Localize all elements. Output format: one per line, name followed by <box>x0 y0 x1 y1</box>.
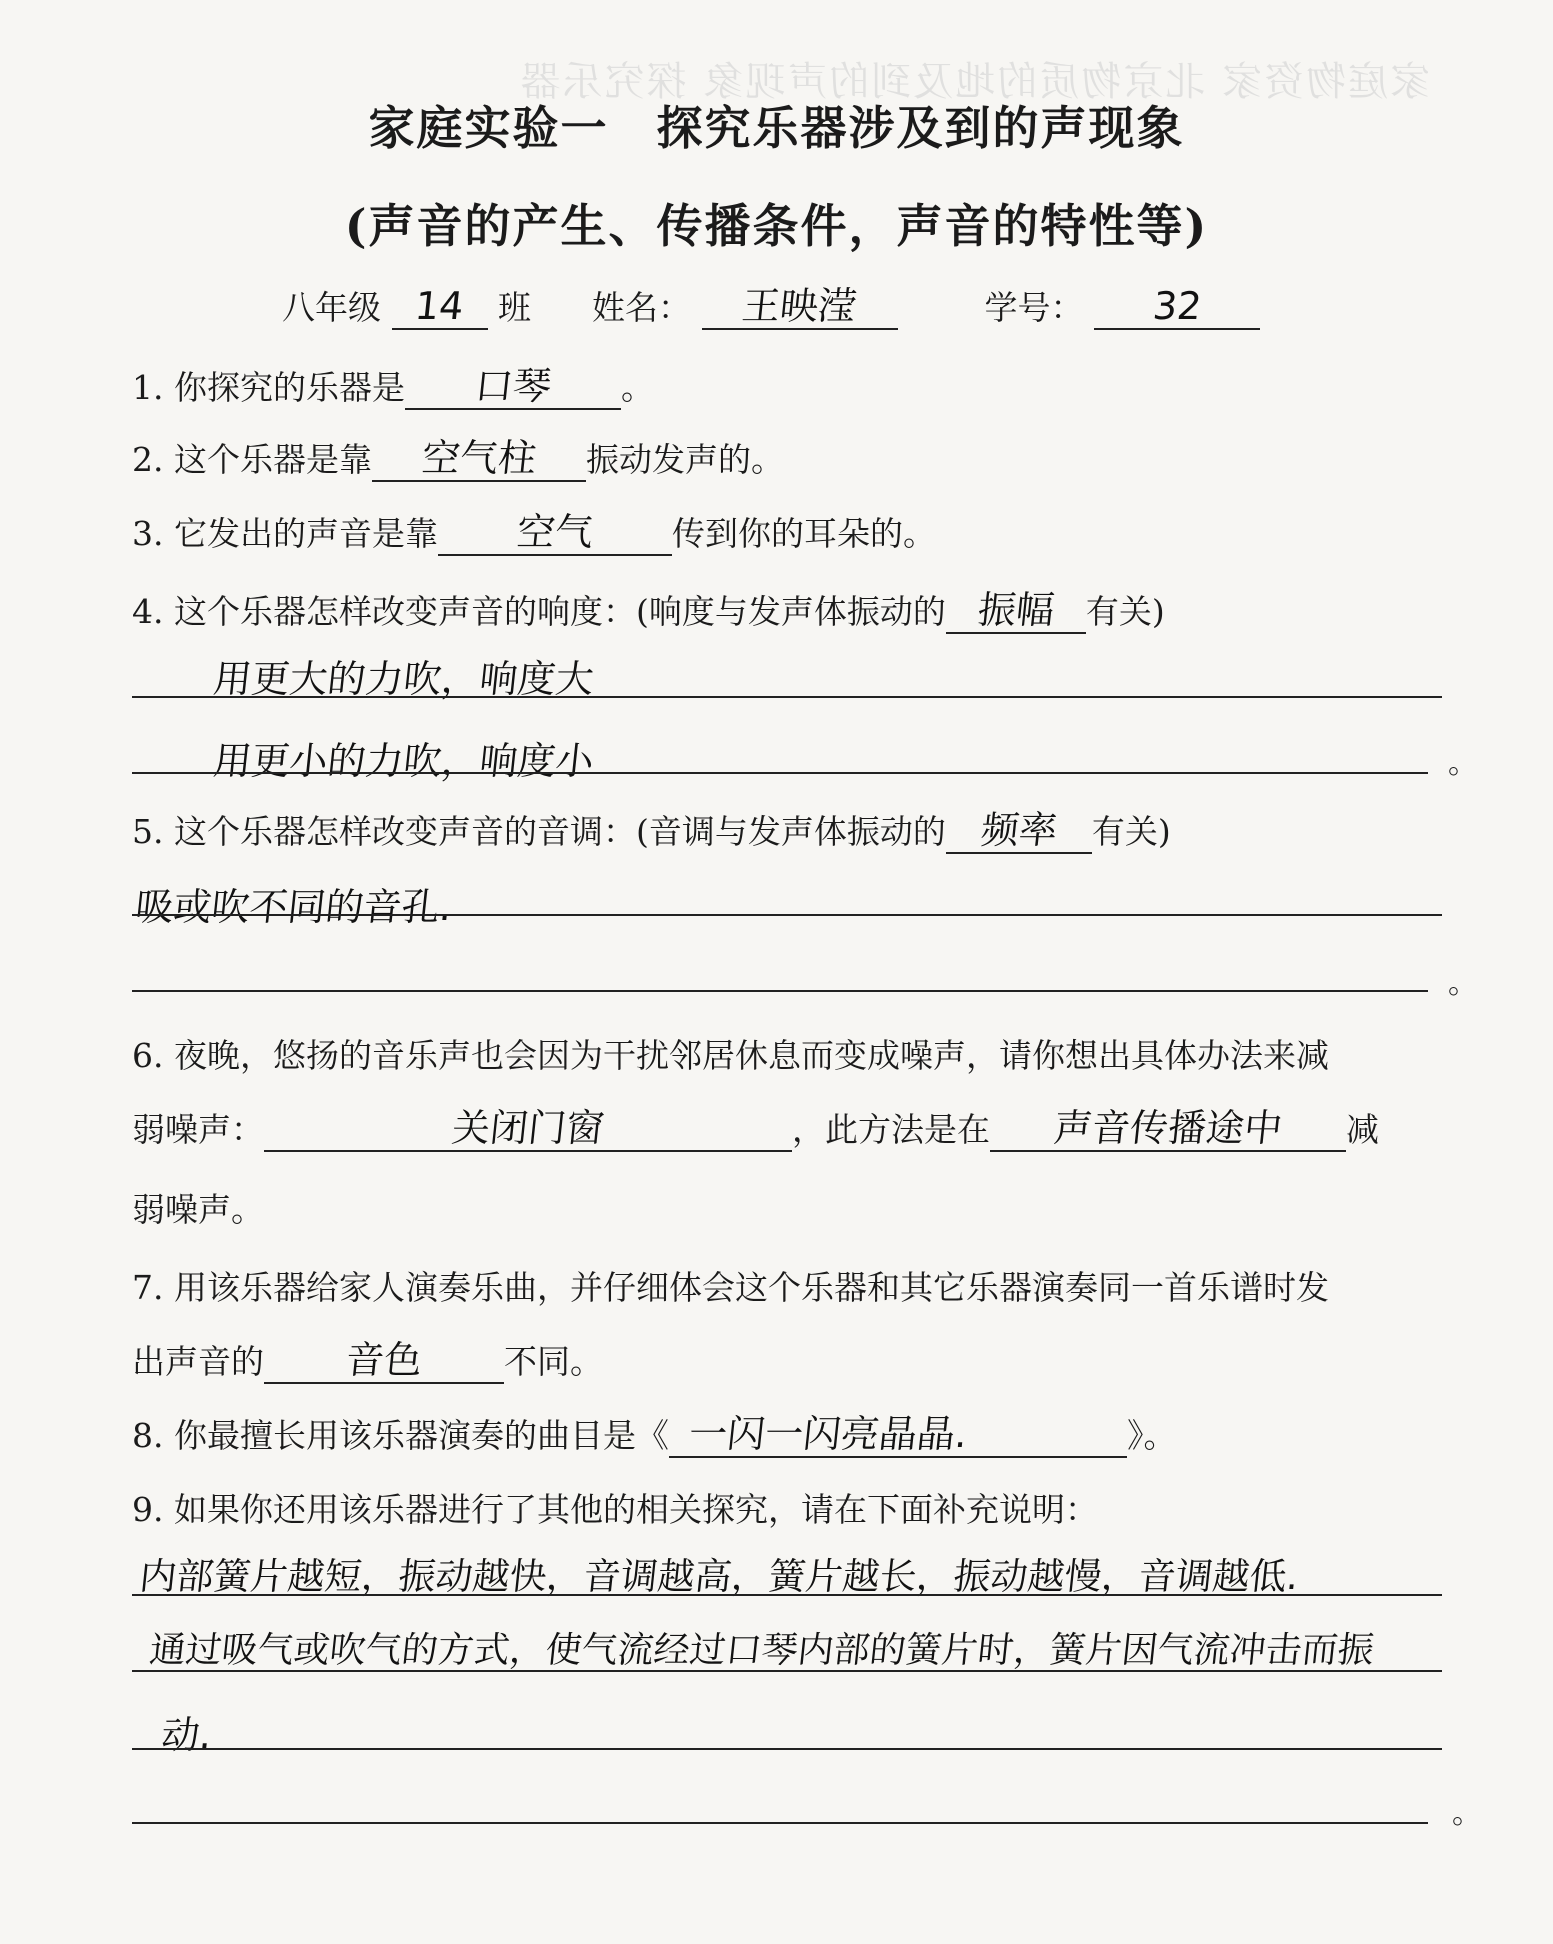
q6-answer-field-2[interactable] <box>990 1108 1346 1152</box>
q2-answer-field[interactable] <box>372 438 586 482</box>
question-1 <box>132 362 654 410</box>
q9-writing-line-4[interactable] <box>132 1822 1428 1824</box>
q5-answer: 频率 <box>978 808 1060 852</box>
q3-suffix: 传到你的耳朵的。 <box>671 514 936 553</box>
q8-answer-field[interactable] <box>669 1414 1127 1458</box>
question-6-line-3: 弱噪声。 <box>132 1190 264 1229</box>
id-field[interactable] <box>1094 286 1260 330</box>
question-7-line-2 <box>132 1336 603 1384</box>
class-label: 班 <box>498 288 531 327</box>
q6-middle: ，此方法是在 <box>792 1110 990 1149</box>
q4-prompt: 4. 这个乐器怎样改变声音的响度：(响度与发声体振动的 <box>132 592 946 631</box>
q5-answer-line-1: 吸或吹不同的音孔. <box>133 885 455 929</box>
q5-suffix: 有关) <box>1091 812 1171 851</box>
q7-answer-field[interactable] <box>264 1340 504 1384</box>
q8-answer: 一闪一闪亮晶晶. <box>686 1412 970 1456</box>
id-value: 32 <box>1150 284 1204 328</box>
q4-answer: 振幅 <box>975 588 1057 632</box>
q7-suffix: 不同。 <box>504 1342 603 1381</box>
q3-answer: 空气 <box>514 510 596 554</box>
q2-suffix: 振动发声的。 <box>585 440 784 479</box>
q2-answer: 空气柱 <box>419 436 539 480</box>
q9-answer-line-1: 内部簧片越短，振动越快，音调越高，簧片越长，振动越慢，音调越低. <box>137 1555 1301 1598</box>
student-info-row <box>282 282 1260 330</box>
class-field[interactable] <box>392 286 488 330</box>
q6-answer-2: 声音传播途中 <box>1051 1106 1285 1150</box>
q7-answer: 音色 <box>343 1338 425 1382</box>
q4-answer-line-2: 用更小的力吹，响度小 <box>211 739 596 783</box>
question-8 <box>132 1410 1176 1458</box>
q6-answer-1: 关闭门窗 <box>449 1106 607 1150</box>
q7-prompt: 出声音的 <box>132 1342 264 1381</box>
q5-prompt: 5. 这个乐器怎样改变声音的音调：(音调与发声体振动的 <box>132 812 946 851</box>
q1-answer-field[interactable] <box>405 366 621 410</box>
q8-suffix: 》。 <box>1126 1416 1177 1455</box>
q4-writing-line-1[interactable] <box>132 696 1442 698</box>
q6-answer-field-1[interactable] <box>264 1108 792 1152</box>
q2-prompt: 2. 这个乐器是靠 <box>132 440 372 479</box>
q9-end-mark: 。 <box>1452 1796 1482 1831</box>
q1-prompt: 1. 你探究的乐器是 <box>132 368 405 407</box>
q9-answer-line-2: 通过吸气或吹气的方式，使气流经过口琴内部的簧片时，簧片因气流冲击而振 <box>147 1630 1376 1671</box>
question-3 <box>132 508 936 556</box>
page-title: 家庭实验一 探究乐器涉及到的声现象 <box>368 101 1185 155</box>
q4-end-mark: 。 <box>1448 746 1478 781</box>
grade-label: 八年级 <box>282 288 381 327</box>
q4-answer-field[interactable] <box>946 590 1086 634</box>
q9-writing-line-1[interactable] <box>132 1594 1442 1596</box>
question-6-line-2 <box>132 1104 1379 1152</box>
name-field[interactable] <box>702 286 898 330</box>
bleed-through-text: 家庭物资家 北京物质的地及到的声现象 探究乐器 <box>518 59 1430 105</box>
q6-prompt: 弱噪声： <box>132 1110 264 1149</box>
question-7-line-1: 7. 用该乐器给家人演奏乐曲，并仔细体会这个乐器和其它乐器演奏同一首乐谱时发 <box>132 1268 1329 1307</box>
question-2 <box>132 434 784 482</box>
q5-writing-line-1[interactable] <box>132 914 1442 916</box>
q3-prompt: 3. 它发出的声音是靠 <box>132 514 438 553</box>
q9-writing-line-2[interactable] <box>132 1670 1442 1672</box>
q4-answer-line-1: 用更大的力吹，响度大 <box>211 657 596 701</box>
q4-writing-line-2[interactable] <box>132 772 1428 774</box>
name-label: 姓名： <box>592 288 691 327</box>
question-5 <box>132 806 1171 854</box>
q5-answer-field[interactable] <box>946 810 1092 854</box>
q9-writing-line-3[interactable] <box>132 1748 1442 1750</box>
q1-answer: 口琴 <box>472 364 554 408</box>
q4-suffix: 有关) <box>1085 592 1165 631</box>
q5-writing-line-2[interactable] <box>132 990 1428 992</box>
class-value: 14 <box>413 284 467 328</box>
id-label: 学号： <box>984 288 1084 327</box>
q6-suffix: 减 <box>1346 1110 1379 1149</box>
q8-prompt: 8. 你最擅长用该乐器演奏的曲目是《 <box>132 1416 669 1455</box>
q3-answer-field[interactable] <box>438 512 672 556</box>
q5-end-mark: 。 <box>1448 966 1478 1001</box>
page-subtitle: (声音的产生、传播条件，声音的特性等) <box>344 199 1209 253</box>
question-9-prompt: 9. 如果你还用该乐器进行了其他的相关探究，请在下面补充说明： <box>132 1490 1098 1529</box>
question-4 <box>132 586 1165 634</box>
q9-answer-line-3: 动. <box>159 1713 215 1757</box>
question-6-line-1: 6. 夜晚，悠扬的音乐声也会因为干扰邻居休息而变成噪声，请你想出具体办法来减 <box>132 1036 1329 1075</box>
name-value: 王映滢 <box>740 284 859 328</box>
q1-suffix: 。 <box>620 368 654 407</box>
